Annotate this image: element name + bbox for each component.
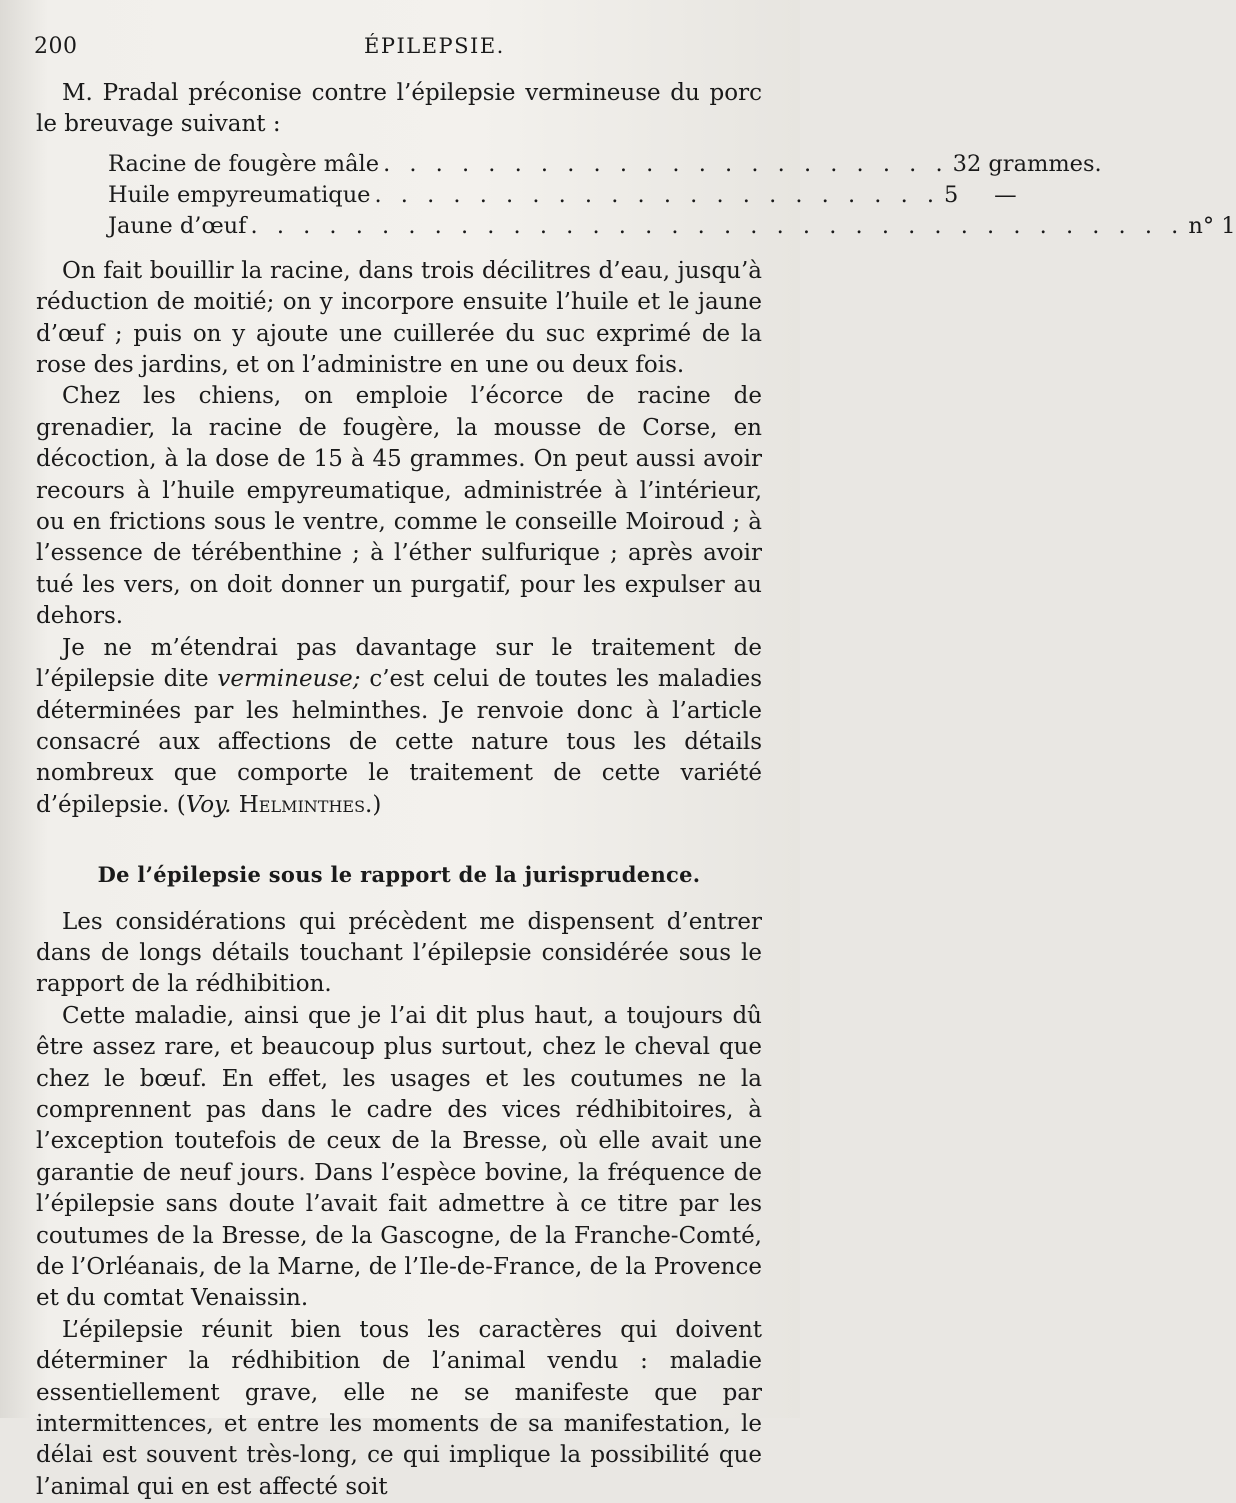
- leader-dots: . . . . . . . . . . . . . . . . . . . . . .: [383, 150, 949, 177]
- paragraph-dogs: Chez les chiens, on emploie l’écorce de racine de grenadier, la racine de fougère, la mousse de Corse, en décoction, à la dose de 15 à 45 grammes. On peut aussi avoir recours à l’huile empyreumatique, administrée à l’intérieur, ou en frictions sous le ventre, comme le conseille Moiroud ; à l’essence de térébenthine ; à l’éther sulfurique ; après avoir tué les vers, on doit donner un purgatif, pour les expulser au dehors.: [36, 383, 762, 630]
- recipe-ingredient: Huile empyreumatique: [108, 181, 371, 208]
- cross-reference-voy: Voy.: [185, 791, 232, 818]
- leader-dots: . . . . . . . . . . . . . . . . . . . . . . . . . . . . . . . . . . . .: [250, 212, 1185, 239]
- intro-paragraph: M. Pradal préconise contre l’épilepsie vermineuse du porc le breuvage suivant :: [36, 80, 762, 138]
- recipe-list: [108, 149, 1236, 242]
- recipe-row: [108, 149, 1102, 180]
- text-run: .): [365, 791, 382, 818]
- recipe-row: [108, 211, 1236, 242]
- recipe-ingredient: Racine de fougère mâle: [108, 150, 380, 177]
- section-heading: De l’épilepsie sous le rapport de la jurisprudence.: [97, 862, 701, 888]
- recipe-quantity: 5 —: [944, 181, 1017, 208]
- paragraph-characters: L’épilepsie réunit bien tous les caractères qui doivent déterminer la rédhibition de l’animal vendu : maladie essentiellement grave, elle ne se manifeste que par intermittences, et entre les moments de sa manifestation, le délai est souvent très-long, ce qui implique la possibilité que l’animal qui en est affecté soit: [36, 1316, 762, 1500]
- paragraph-customs: Cette maladie, ainsi que je l’ai dit plus haut, a toujours dû être assez rare, et beaucoup plus surtout, chez le cheval que chez le bœuf. En effet, les usages et les coutumes ne la comprennent pas dans le cadre des vices rédhibitoires, à l’exception toutefois de ceux de la Bresse, où elle avait une garantie de neuf jours. Dans l’espèce bovine, la fréquence de l’épilepsie sans doute l’avait fait admettre à ce titre par les coutumes de la Bresse, de la Gascogne, de la Franche-Comté, de l’Orléanais, de la Marne, de l’Ile-de-France, de la Provence et du comtat Venaissin.: [36, 1002, 762, 1312]
- text-run: Je ne m’étendrai pas davantage sur le traitement de l’épilepsie dite: [36, 634, 762, 693]
- page-number: 200: [34, 34, 78, 59]
- recipe-quantity: 32 grammes.: [952, 150, 1102, 177]
- recipe-ingredient: Jaune d’œuf: [108, 212, 247, 239]
- paragraph-preparation: On fait bouillir la racine, dans trois décilitres d’eau, jusqu’à réduction de moitié; on y incorpore ensuite l’huile et le jaune d’œuf ; puis on y ajoute une cuillerée du suc exprimé de la rose des jardins, et on l’administre en une ou deux fois.: [36, 257, 762, 379]
- text-run: c’est celui de toutes les maladies déterminées par les helminthes. Je renvoie donc à l’article consacré aux affections de cette nature tous les détails nombreux que comporte le traitement de cette variété d’épilepsie. (: [36, 666, 763, 818]
- running-head: [34, 34, 760, 64]
- running-title: ÉPILEPSIE.: [364, 34, 505, 58]
- page-body: [36, 78, 1236, 1503]
- paragraph-vermineuse: [36, 633, 762, 821]
- leader-dots: . . . . . . . . . . . . . . . . . . . . . .: [374, 181, 941, 208]
- paragraph-considerations: Les considérations qui précèdent me dispensent d’entrer dans de longs détails touchant l’épilepsie considérée sous le rapport de la rédhibition.: [36, 908, 762, 998]
- recipe-row: [108, 180, 1017, 211]
- italic-term: vermineuse;: [217, 666, 361, 693]
- cross-reference-term: Helminthes: [238, 791, 366, 818]
- recipe-quantity: n° 1: [1188, 212, 1236, 239]
